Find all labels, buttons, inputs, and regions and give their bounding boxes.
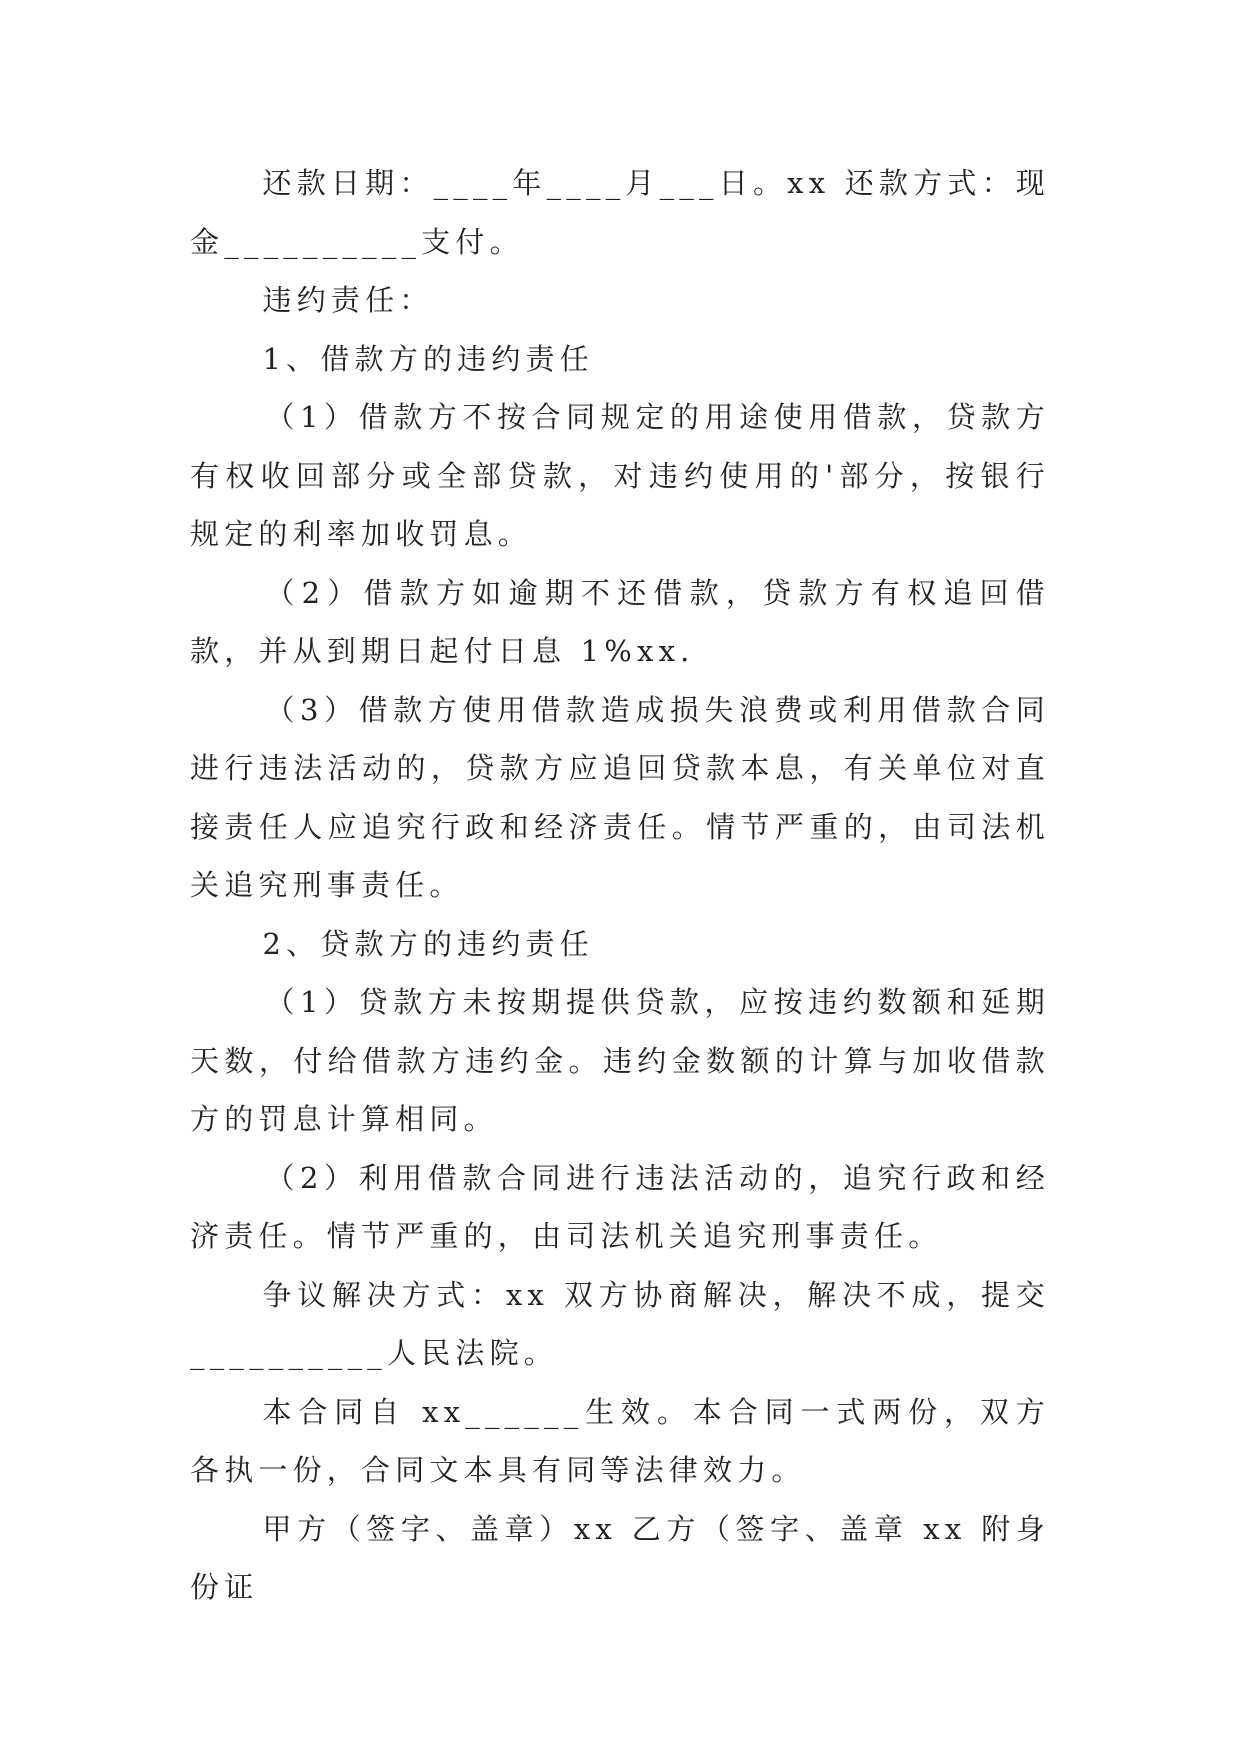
borrower-clause-1: （1）借款方不按合同规定的用途使用借款，贷款方有权收回部分或全部贷款，对违约使用的'部分，按银行规定的利率加收罚息。	[190, 400, 1050, 551]
borrower-clause-2: （2）借款方如逾期不还借款，贷款方有权追回借款，并从到期日起付日息 1%xx.	[190, 575, 1050, 668]
borrower-liability-heading: 1、借款方的违约责任	[262, 341, 594, 376]
borrower-clause-3: （3）借款方使用借款造成损失浪费或利用借款合同进行违法活动的，贷款方应追回贷款本息，有关单位对直接责任人应追究行政和经济责任。情节严重的，由司法机关追究刑事责任。	[190, 692, 1050, 902]
lender-liability-heading: 2、贷款方的违约责任	[262, 926, 594, 961]
lender-clause-1: （1）贷款方未按期提供贷款，应按违约数额和延期天数，付给借款方违约金。违约金数额的计算与加收借款方的罚息计算相同。	[190, 985, 1050, 1136]
document-page	[190, 154, 1050, 1617]
dispute-resolution-paragraph: 争议解决方式：xx 双方协商解决，解决不成，提交__________人民法院。	[190, 1277, 1050, 1370]
effectiveness-paragraph: 本合同自 xx______生效。本合同一式两份，双方各执一份，合同文本具有同等法律效力。	[190, 1394, 1050, 1487]
lender-clause-2: （2）利用借款合同进行违法活动的，追究行政和经济责任。情节严重的，由司法机关追究刑事责任。	[190, 1160, 1050, 1253]
breach-liability-heading: 违约责任：	[262, 283, 434, 317]
repayment-date-paragraph: 还款日期：____年____月___日。xx 还款方式：现金__________支付。	[190, 166, 1050, 259]
signature-line: 甲方（签字、盖章）xx 乙方（签字、盖章 xx 附身份证	[190, 1511, 1050, 1604]
